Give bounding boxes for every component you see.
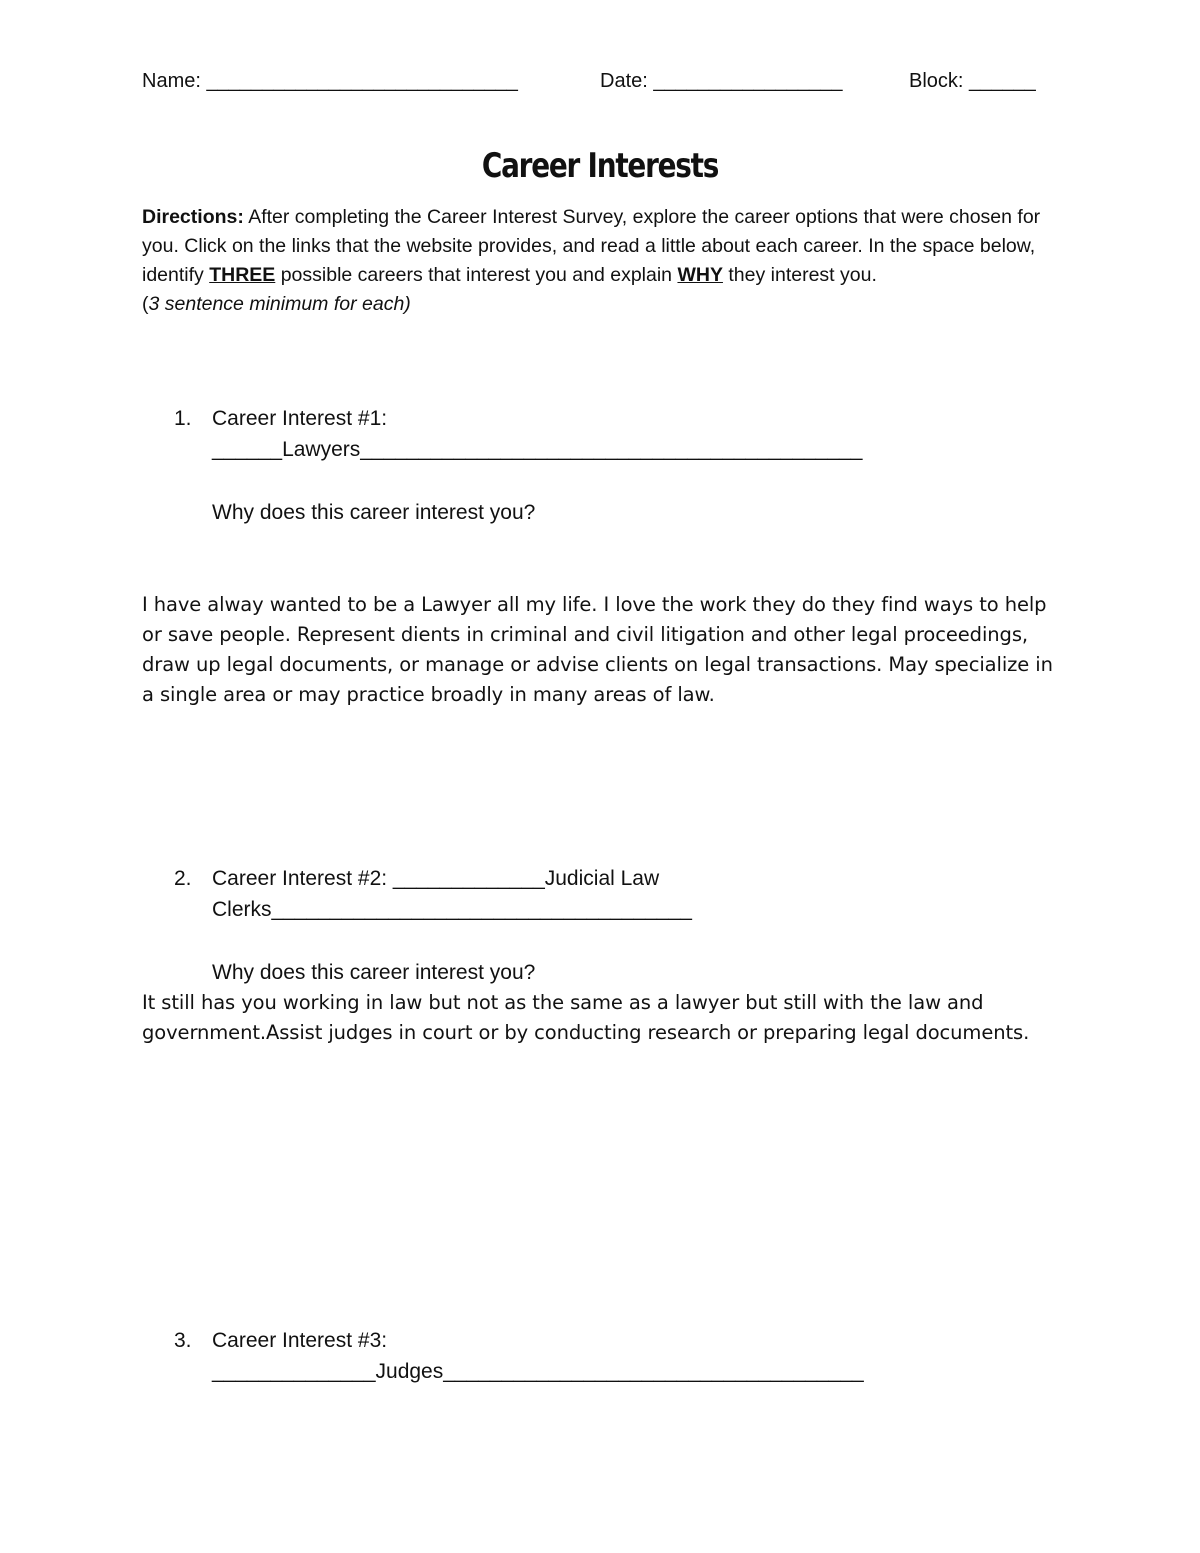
directions-text-3: they interest you. [722,264,877,286]
career-answer-line[interactable]: Clerks____________________________________ [212,898,692,921]
emphasis-three: THREE [209,264,276,286]
career-answer-1[interactable]: I have alway wanted to be a Lawyer all my life. I love the work they do they find ways to help or save people. Represent dients in criminal and civil litigation and other legal proceedings, draw up legal documents, or manage or advise clients on legal transactions. May specialize in a single area or may practice broadly in many areas of law. [142,593,1053,706]
directions-text-1: After completing the Career Interest Survey, explore the career options that were chosen for you. Click on the links that the website provides, and read a little about each career. In the space below, identify [142,206,1041,286]
career-label: Career Interest #3: [212,1329,388,1352]
career-number: 2. [174,867,192,890]
career-question: Why does this career interest you? [212,961,536,984]
career-answer-line[interactable]: ______________Judges____________________________________ [212,1360,864,1383]
career-number: 3. [174,1329,192,1352]
page-title: Career Interests [481,146,719,186]
career-answer-line[interactable]: ______Lawyers___________________________________________ [212,438,863,461]
date-field[interactable]: Date: _________________ [600,70,843,92]
career-answer-2[interactable]: It still has you working in law but not as the same as a lawyer but still with the law and government.Assist judges in court or by conducting research or preparing legal documents. [142,991,1030,1044]
directions-paragraph [142,203,1062,319]
directions-text-2: possible careers that interest you and explain [275,264,678,286]
career-question: Why does this career interest you? [212,501,536,524]
name-field[interactable]: Name: ____________________________ [142,70,518,92]
minimum-note: 3 sentence minimum for each) [148,293,411,315]
directions-label: Directions: [142,206,244,228]
emphasis-why: WHY [677,264,723,286]
note-open-paren: ( [142,293,149,315]
career-label: Career Interest #1: [212,407,388,430]
career-label: Career Interest #2: _____________Judicial Law [212,867,660,890]
career-number: 1. [174,407,192,430]
block-field[interactable]: Block: ______ [909,70,1036,92]
